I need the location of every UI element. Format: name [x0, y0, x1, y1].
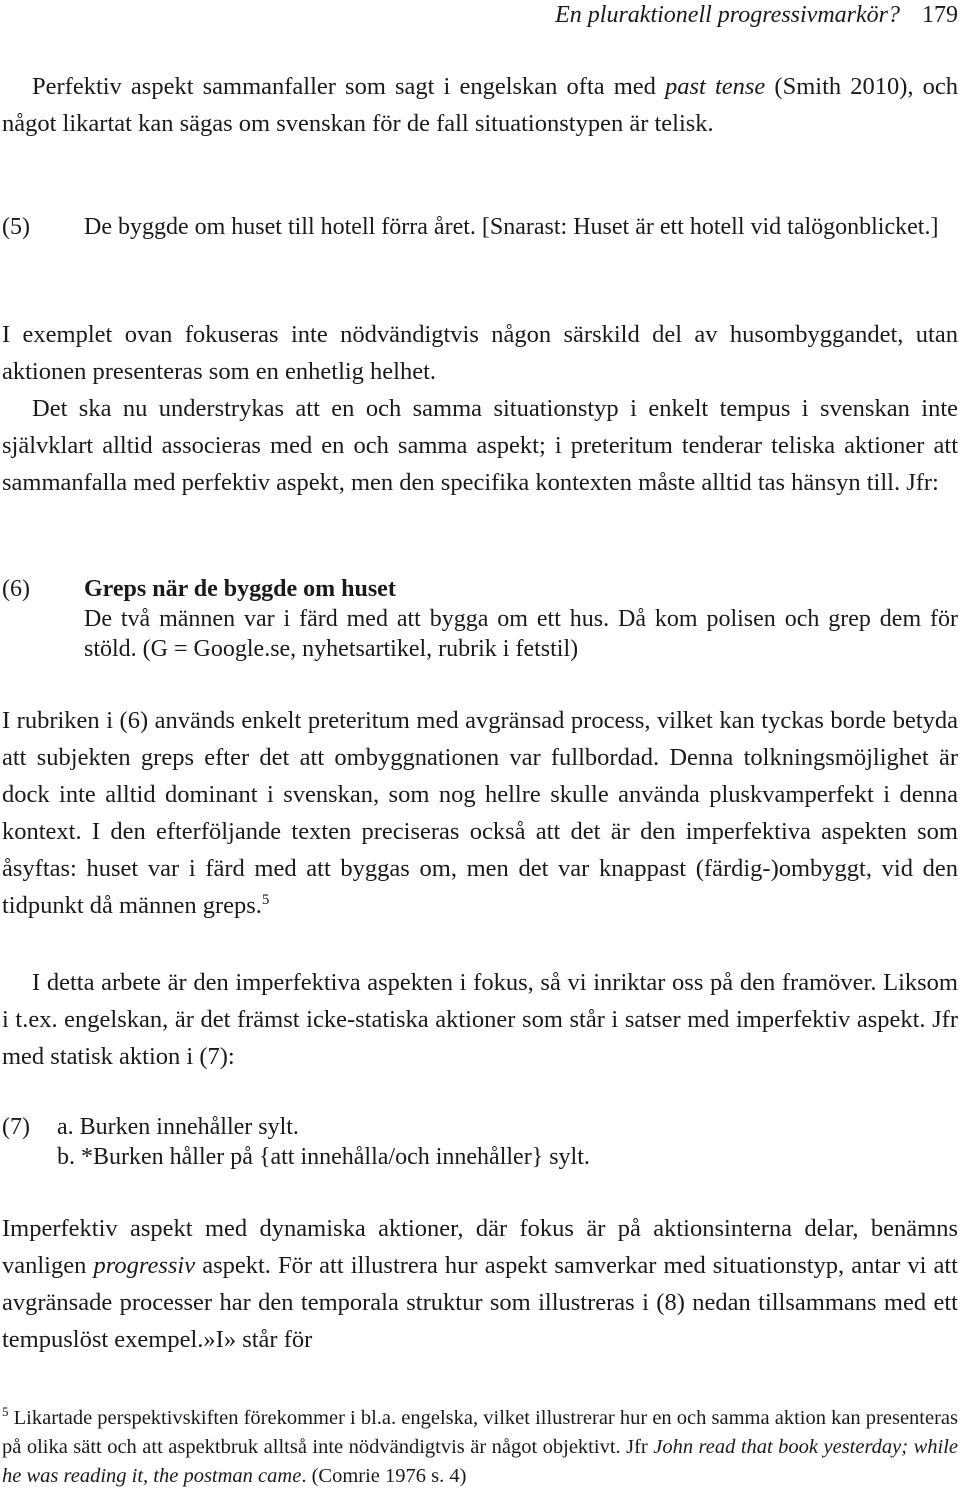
- example-6-body: [84, 574, 958, 664]
- paragraph-1-text-b: (Smith 2010), och något likartat kan sägas om svenskan för de fall situationstypen är telisk.: [2, 73, 958, 137]
- example-7-a: a. Burken innehåller sylt.: [57, 1114, 299, 1140]
- example-5-text: De byggde om huset till hotell förra året. [Snarast: Huset är ett hotell vid talögonblicket.]: [84, 214, 939, 240]
- paragraph-2: I exemplet ovan fokuseras inte nödvändigtvis någon särskild del av husombyggandet, utan aktionen presenteras som en enhetlig helhet.: [2, 321, 958, 385]
- footnote-reference[interactable]: 5: [261, 891, 270, 908]
- paragraph-5: I detta arbete är den imperfektiva aspekten i fokus, så vi inriktar oss på den framöver. Liksom i t.ex. engelskan, är det främst icke-statiska aktioner som står i satser med imperfektiv aspekt. Jfr med statisk aktion i (7):: [2, 969, 958, 1070]
- example-7-number: (7): [2, 1114, 30, 1140]
- example-5-number: (5): [2, 214, 30, 240]
- example-5: [2, 212, 958, 274]
- paragraph-1-italic: past tense: [665, 73, 766, 100]
- example-7: [2, 1112, 958, 1176]
- footnote-italic: John read that book yesterday; while he was reading it, the postman came: [2, 1436, 958, 1487]
- paragraph-4: [2, 702, 958, 924]
- example-6: [2, 574, 958, 666]
- paragraph-6-text-b: aspekt. För att illustrera hur aspekt samverkar med situationstyp, antar vi att avgränsade processer har den temporala struktur som illustreras i (8) nedan tillsammans med ett tempuslöst exempel.»I» står för: [2, 1252, 958, 1353]
- footnote-mark: 5: [2, 1404, 9, 1420]
- example-6-headline: Greps när de byggde om huset: [84, 576, 396, 602]
- example-7-b: b. *Burken håller på {att innehålla/och innehåller} sylt.: [57, 1144, 590, 1170]
- example-6-text: De två männen var i färd med att bygga om ett hus. Då kom polisen och grep dem för stöld. (G = Google.se, nyhetsartikel, rubrik i fetstil): [84, 606, 958, 662]
- paragraph-6: [2, 1210, 958, 1358]
- paragraph-3: Det ska nu understrykas att en och samma situationstyp i enkelt tempus i svenskan inte självklart alltid associeras med en och samma aspekt; i preteritum tenderar teliska aktioner att sammanfalla med perfektiv aspekt, men den specifika kontexten måste alltid tas hänsyn till. Jfr:: [2, 395, 958, 496]
- paragraph-1-text-a: Perfektiv aspekt sammanfaller som sagt i engelskan ofta med: [32, 73, 666, 100]
- footnote-text-b: . (Comrie 1976 s. 4): [301, 1465, 467, 1487]
- footnote-5: [2, 1404, 958, 1491]
- paragraph-6-italic: progressiv: [93, 1252, 196, 1279]
- page-number: 179: [922, 2, 958, 28]
- header-title: En pluraktionell progressivmarkör?: [555, 2, 900, 28]
- paragraph-6-text-a: Imperfektiv aspekt med dynamiska aktioner, där fokus är på aktionsinterna delar, benämns vanligen: [2, 1215, 958, 1279]
- example-7-body: [57, 1112, 958, 1172]
- paragraph-1: [2, 68, 958, 142]
- example-6-number: (6): [2, 576, 30, 602]
- footnote-text-a: Likartade perspektivskiften förekommer i bl.a. engelska, vilket illustrerar hur en och samma aktion kan presenteras på olika sätt och att aspektbruk alltså inte nödvändigtvis är något objektivt. Jfr: [2, 1407, 959, 1458]
- running-header: [555, 0, 958, 36]
- paragraph-4-text: I rubriken i (6) används enkelt preteritum med avgränsad process, vilket kan tyckas borde betyda att subjekten greps efter det att ombyggnationen var fullbordad. Denna tolkningsmöjlighet är dock inte alltid dominant i svenskan, som nog hellre skulle använda pluskvamperfekt i denna kontext. I den efterföljande texten preciseras också att det är den imperfektiva aspekten som åsyftas: huset var i färd med att byggas om, men det var knappast (färdig-)ombyggt, vid den tidpunkt då männen greps.: [2, 707, 958, 919]
